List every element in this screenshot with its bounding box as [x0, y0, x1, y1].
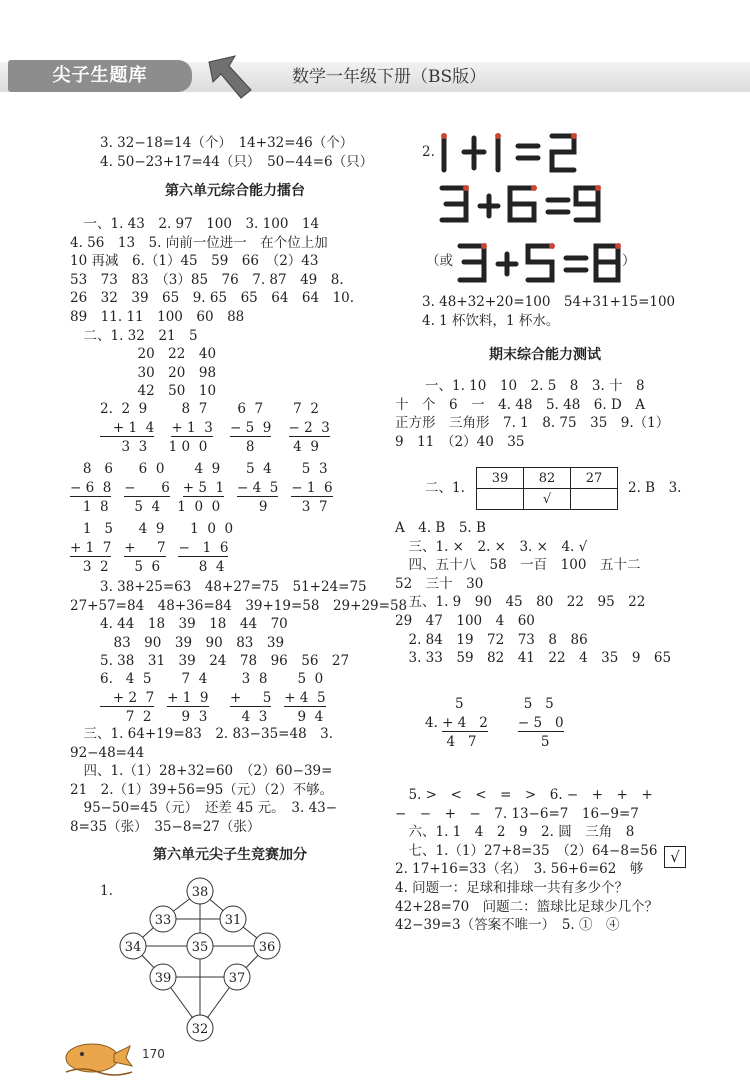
circle-value: 34 — [124, 940, 142, 955]
table-suffix: 2. B 3. — [628, 480, 682, 496]
left-block-2 — [70, 578, 408, 671]
table-cell: 39 — [477, 468, 524, 489]
section-title-unit6: 第六单元综合能力擂台 — [165, 183, 305, 199]
text-line: 十 个 6 一 4. 48 5. 48 6. D A — [395, 396, 646, 413]
book-title: 数学一年级下册（BS版） — [292, 67, 487, 87]
vertical-calc-right: 5 5 5 4. + 4 2 − 5 0 4 7 5 — [425, 696, 564, 750]
left-block-3 — [70, 725, 390, 837]
matchstick-alt-equation-icon — [456, 240, 626, 290]
vertical-calc-row-1: 2. 2 9 8 7 6 7 7 2 + 1 4 + 1 3 − 5 9 − 2 3 3 3 1 0 0 8 4 9 — [100, 401, 330, 455]
text-line: 42+28=70 问题二：篮球比足球少几个？ — [395, 898, 659, 915]
text-line: 正方形 三角形 7. 1 8. 75 35 9.（1） — [395, 415, 670, 432]
text-line: 3. 38+25=63 48+27=75 51+24=75 — [100, 579, 367, 595]
text-line: 一、1. 43 2. 97 100 3. 100 14 — [70, 216, 320, 232]
vertical-calc-row-4: 6. 4 5 7 4 3 8 5 0 + 2 7 + 1 9 + 5 + 4 5 7 2 9 3 4 3 9 4 — [100, 671, 326, 725]
text-line: 4. 56 13 5. 向前一位进一 在个位上加 — [70, 234, 328, 251]
left-block-1 — [70, 215, 380, 401]
text-line: 七、1.（1）27+8=35 （2）64−8=56 — [395, 842, 658, 859]
text-line: 5. > < < = > 6. − + + + — [395, 787, 653, 803]
section-title-final: 期末综合能力测试 — [489, 347, 601, 363]
text-line: 27+57=84 48+36=84 39+19=58 29+29=58 — [70, 597, 408, 614]
circle-value: 36 — [258, 940, 276, 955]
text-line: 8=35（张） 35−8=27（张） — [70, 818, 261, 835]
text-line: 29 47 100 4 60 — [395, 612, 535, 629]
answer-table — [476, 467, 618, 510]
text-line: 30 20 98 — [70, 364, 217, 381]
text-line: 53 73 83 （3）85 76 7. 87 49 8. — [70, 271, 344, 288]
text-line: 一、1. 10 10 2. 5 8 3. 十 8 — [425, 378, 645, 394]
page-number: 170 — [142, 1047, 165, 1061]
section-title-contest: 第六单元尖子生竞赛加分 — [153, 847, 307, 863]
text-line: 89 11. 11 100 60 88 — [70, 308, 245, 325]
check-box: √ — [664, 846, 686, 868]
whale-icon — [62, 1036, 140, 1076]
text-line: 二、1. 32 21 5 — [70, 327, 198, 344]
text-line: 3. 33 59 82 41 22 4 35 9 65 — [395, 650, 672, 667]
text-line: 83 90 39 90 83 39 — [100, 634, 285, 651]
text-line: 5. 38 31 39 24 78 96 56 27 — [100, 653, 350, 670]
text-line: 四、五十八 58 一百 100 五十二 — [395, 557, 641, 574]
text-line: 52 三十 30 — [395, 575, 484, 592]
text-line: 9 11 （2）40 35 — [395, 433, 525, 450]
right-block-1 — [422, 293, 722, 330]
or-close: ） — [622, 253, 636, 269]
table-cell — [477, 489, 524, 510]
circle-value: 38 — [191, 885, 209, 900]
text-line: 10 再减 6.（1）45 59 66 （2）43 — [70, 253, 319, 270]
text-line: 26 32 39 65 9. 65 65 64 64 10. — [70, 290, 355, 307]
match-label: 2. — [422, 144, 435, 160]
left-top — [100, 134, 380, 171]
circle-value: 32 — [191, 1022, 209, 1037]
text-line: 4. 44 18 39 18 44 70 — [100, 616, 288, 633]
text-line: 3. 32−18=14（个） 14+32=46（个） — [100, 135, 354, 151]
vertical-calc-row-2: 8 6 6 0 4 9 5 4 5 3 − 6 8 − 6 + 5 1 − 4 5 − 1 6 1 8 5 4 1 0 0 9 3 7 — [70, 461, 333, 515]
text-line: 2. 17+16=33（名） 3. 56+6=62 够 — [395, 861, 644, 878]
table-cell: 27 — [571, 468, 618, 489]
text-line: 四、1.（1）28+32=60 （2）60−39= — [70, 763, 333, 780]
circle-value: 35 — [191, 940, 209, 955]
right-block-3 — [395, 519, 725, 668]
text-line: A 4. B 5. B — [395, 520, 486, 536]
table-cell: √ — [524, 489, 571, 510]
circle-value: 33 — [154, 913, 172, 928]
text-line: 三、1. 64+19=83 2. 83−35=48 3. — [70, 726, 334, 742]
back-arrow-icon — [205, 52, 255, 100]
or-open: （或 — [426, 253, 453, 269]
circle-value: 31 — [224, 913, 242, 928]
table-cell: 82 — [524, 468, 571, 489]
brand-label: 尖子生题库 — [8, 60, 192, 92]
text-line: 21 2.（1）39+56=95（元）（2）不够。 — [70, 781, 334, 798]
table-cell — [571, 489, 618, 510]
number-circle-diagram — [110, 873, 310, 1048]
text-line: 20 22 40 — [70, 346, 217, 363]
text-line: 42−39=3（答案不唯一） 5. ① ④ — [395, 917, 620, 934]
text-line: 4. 50−23+17=44（只） 50−44=6（只） — [100, 153, 374, 170]
text-line: 六、1. 1 4 2 9 2. 圆 三角 8 — [395, 824, 635, 841]
question-number: 1. — [100, 883, 113, 899]
vertical-calc-row-3: 1 5 4 9 1 0 0 + 1 7 + 7 − 1 6 3 2 5 6 8 4 — [70, 521, 234, 575]
text-line: − − + − 7. 13−6=7 16−9=7 — [395, 805, 639, 822]
text-line: 42 50 10 — [70, 383, 217, 400]
text-line: 3. 48+32+20=100 54+31+15=100 — [422, 294, 676, 310]
table-prefix: 二、1. — [425, 480, 465, 496]
text-line: 三、1. × 2. × 3. × 4. √ — [395, 538, 588, 555]
text-line: 五、1. 9 90 45 80 22 95 22 — [395, 594, 646, 611]
right-block-2 — [395, 377, 715, 451]
text-line: 4. 问题一：足球和排球一共有多少个？ — [395, 879, 629, 896]
text-line: 4. 1 杯饮料，1 杯水。 — [422, 312, 560, 329]
text-line: 2. 84 19 72 73 8 86 — [395, 631, 588, 648]
circle-value: 39 — [154, 971, 172, 986]
text-line: 92−48=44 — [70, 744, 145, 761]
text-line: 95−50=45（元） 还差 45 元。 3. 43− — [70, 800, 338, 817]
circle-value: 37 — [228, 971, 246, 986]
